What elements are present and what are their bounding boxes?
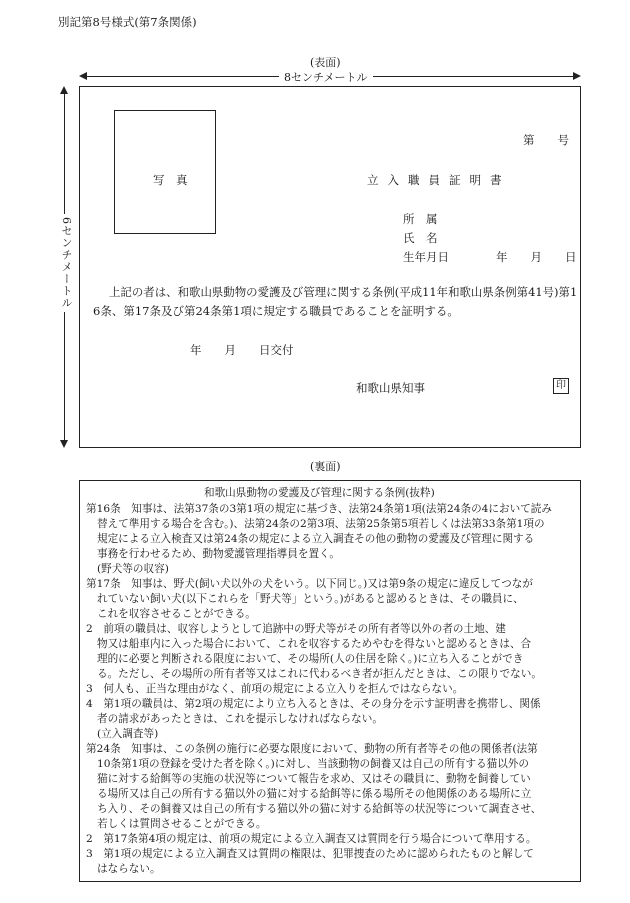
- law-line: 者の請求があったときは、これを提示しなければならない。: [97, 713, 383, 725]
- law-line: 2 第17条第4項の規定は、前項の規定による立入調査又は質問を行う場合について準用する。: [86, 833, 537, 845]
- birthdate-value: 年 月 日: [496, 250, 577, 264]
- law-line: れていない飼い犬(以下これらを「野犬等」という。)があると認めるときは、その職員に、: [97, 593, 524, 605]
- certificate-number: 第 号: [523, 133, 569, 147]
- form-label: 別記第8号様式(第7条関係): [58, 15, 197, 29]
- law-title: 和歌山県動物の愛護及び管理に関する条例(抜粋): [204, 487, 435, 499]
- dimension-arrow-right-icon: [573, 72, 581, 80]
- law-line: 理的に必要と判断される限度において、その場所(人の住居を除く。)に立ち入ることができ: [97, 653, 524, 665]
- back-side-label: (裏面): [310, 460, 341, 473]
- law-line: これを収容させることができる。: [97, 608, 256, 620]
- law-line: 3 第1項の規定による立入調査又は質問の権限は、犯罪捜査のために認められたものと解して: [86, 848, 534, 860]
- law-line: 若しくは質問させることができる。: [97, 818, 267, 830]
- law-heading: (野犬等の収容): [97, 563, 169, 575]
- law-line: 事務を行わせるため、動物愛護管理指導員を置く。: [97, 548, 341, 560]
- affiliation-label: 所 属: [403, 212, 438, 226]
- certification-line-2: 6条、第17条及び第24条第1項に規定する職員であることを証明する。: [93, 304, 459, 318]
- photo-label: 写 真: [153, 173, 188, 187]
- law-line: 第16条 知事は、法第37条の3第1項の規定に基づき、法第24条第1項(法第24条の4において読み: [86, 503, 552, 515]
- law-line: 物又は船車内に入った場合において、これを収容するためやむを得ないと認めるときは、合: [97, 638, 532, 650]
- certification-line-1: 上記の者は、和歌山県動物の愛護及び管理に関する条例(平成11年和歌山県条例第41号)第1: [109, 285, 578, 299]
- issuer: 和歌山県知事: [356, 381, 425, 395]
- birthdate-label: 生年月日: [403, 250, 449, 264]
- law-line: 3 何人も、正当な理由がなく、前項の規定による立入りを拒んではならない。: [86, 683, 464, 695]
- law-line: はならない。: [97, 863, 161, 875]
- dimension-arrow-down-icon: [60, 440, 68, 448]
- seal-mark: 印: [553, 378, 569, 394]
- law-line: 替えて準用する場合を含む。)、法第24条の2第3項、法第25条第5項若しくは法第33条第1項の: [97, 518, 545, 530]
- law-line: 規定による立入検査又は第24条の規定による立入調査その他の動物の愛護及び管理に関する: [97, 533, 535, 545]
- name-label: 氏 名: [403, 231, 438, 245]
- certificate-title: 立入職員証明書: [367, 173, 511, 187]
- law-line: る。ただし、その場所の所有者等又はこれに代わるべき者が拒んだときは、この限りでない。: [97, 668, 542, 680]
- law-line: 第24条 知事は、この条例の施行に必要な限度において、動物の所有者等その他の関係者(法第: [86, 743, 538, 755]
- law-line: ち入り、その飼養又は自己の所有する猫以外の猫に対する給餌等の状況等について調査させ、: [97, 803, 542, 815]
- law-line: 4 第1項の職員は、第2項の規定により立ち入るときは、その身分を示す証明書を携帯し、関係: [86, 698, 541, 710]
- issue-date: 年 月 日交付: [190, 343, 294, 357]
- law-line: る場所又は自己の所有する猫以外の猫に対する給餌等に係る場所その他関係のある場所に立: [97, 788, 532, 800]
- law-line: 2 前項の職員は、収容しようとして追跡中の野犬等がその所有者等以外の者の土地、建: [86, 623, 506, 635]
- law-line: 10条第1項の登録を受けた者を除く。)に対し、当該動物の飼養又は自己の所有する猫以外の: [97, 758, 529, 770]
- law-line: 第17条 知事は、野犬(飼い犬以外の犬をいう。以下同じ。)又は第9条の規定に違反してつなが: [86, 578, 533, 590]
- law-line: 猫に対する給餌等の実施の状況等について報告を求め、又はその職員に、動物を飼養してい: [97, 773, 531, 785]
- width-dimension-label: 8センチメートル: [279, 69, 373, 85]
- law-heading: (立入調査等): [97, 728, 159, 740]
- front-side-label: (表面): [310, 56, 341, 69]
- height-dimension-label: 6センチメートル: [58, 214, 74, 312]
